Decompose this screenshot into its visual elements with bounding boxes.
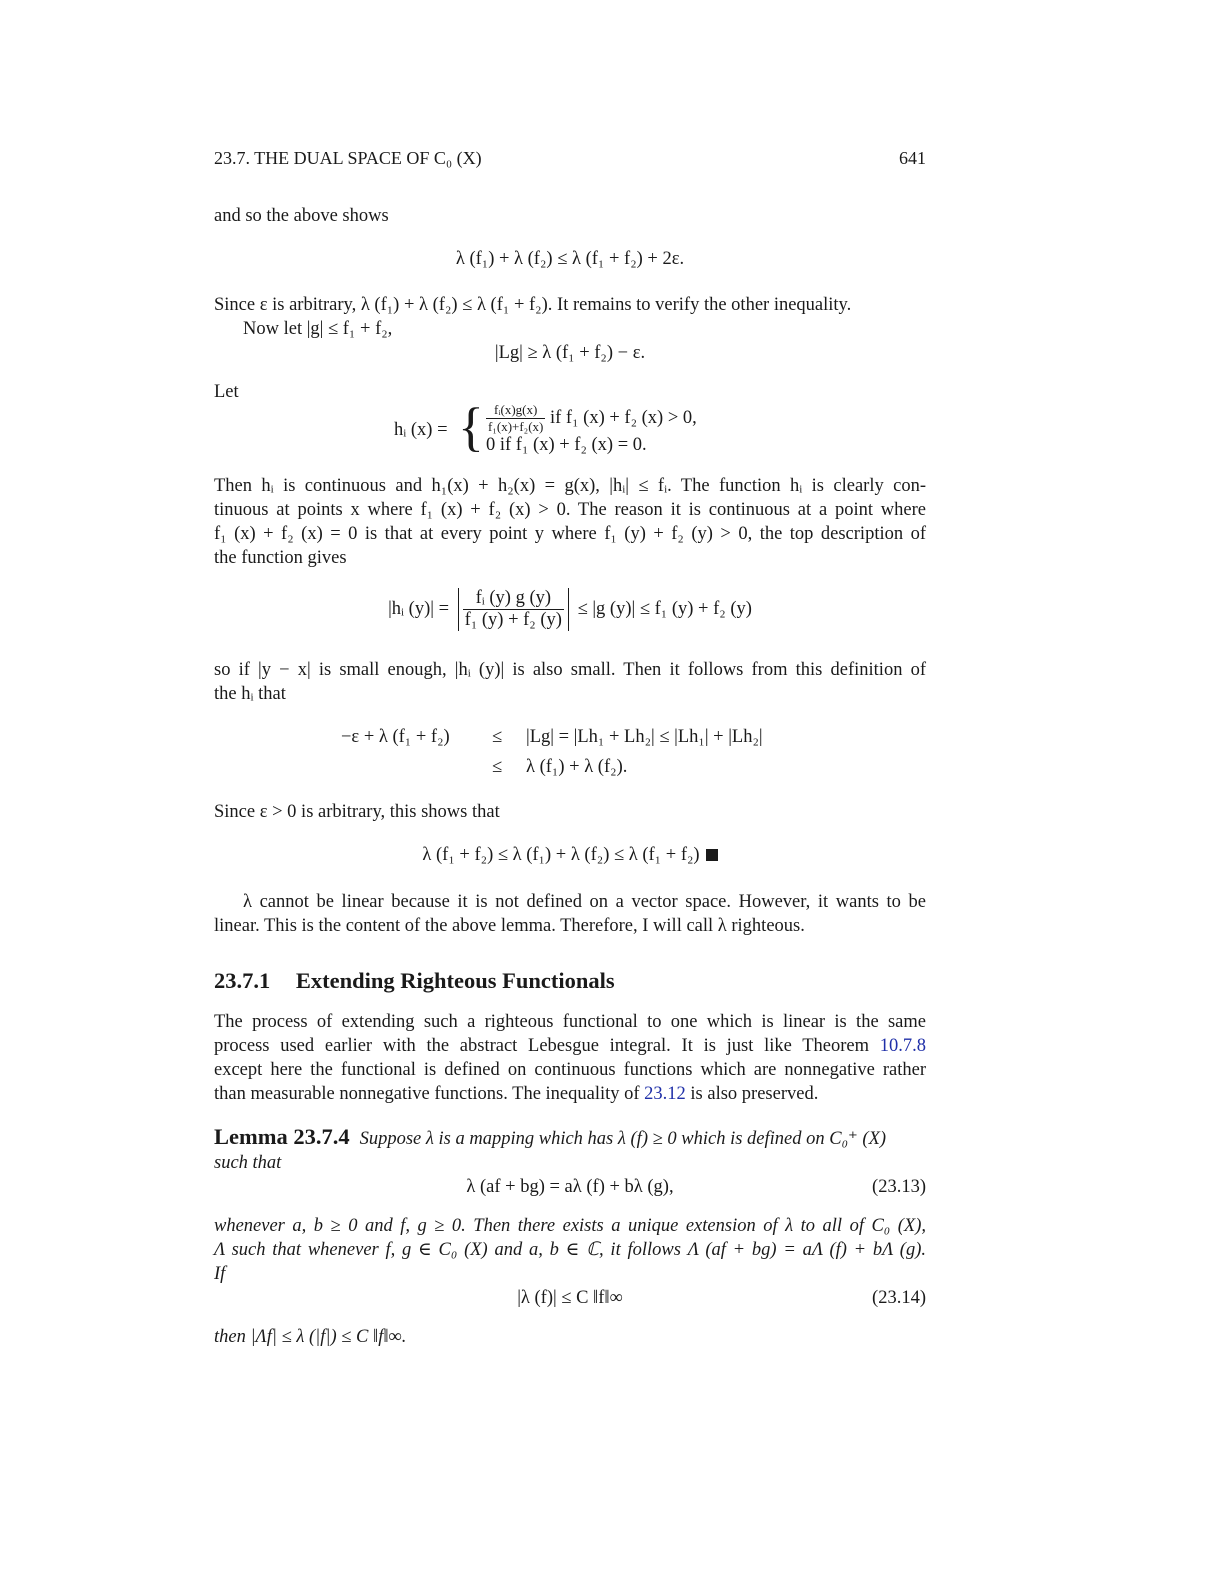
equation-number: (23.13) [872,1177,926,1197]
paragraph-line: linear. This is the content of the above lemma. Therefore, I will call λ righteous. [214,916,805,936]
theorem-reference-link[interactable]: 10.7.8 [879,1036,926,1056]
paragraph-now-let: Now let |g| ≤ f₁ + f₂, [243,319,393,339]
equation-23-14: |λ (f)| ≤ C ‖f‖∞ [517,1288,623,1308]
paragraph-line [214,1082,926,1106]
lemma-label: Lemma 23.7.4 [214,1124,350,1149]
paragraph-line: the hᵢ that [214,684,286,704]
absolute-value-bars [458,588,569,631]
equation-5-body: λ (f₁ + f₂) ≤ λ (f₁) + λ (f₂) ≤ λ (f₁ + f₂) [422,845,700,865]
equation-5 [214,845,926,866]
left-brace: { [458,397,484,457]
lemma-text: Suppose λ is a mapping which has λ (f) ≥ 0 which is defined on C₀⁺ (X) [359,1129,887,1149]
paragraph-line: λ cannot be linear because it is not defined on a vector space. However, it wants to be [243,892,926,912]
equation-4-row-1-rhs: |Lg| = |Lh₁ + Lh₂| ≤ |Lh₁| + |Lh₂| [526,727,763,747]
paragraph-since-positive: Since ε > 0 is arbitrary, this shows that [214,802,500,822]
running-header: 23.7. THE DUAL SPACE OF C₀ (X) [214,148,482,168]
section-heading [214,968,615,994]
paragraph-so-if [214,658,926,706]
equation-4-row-2-relation: ≤ [492,757,503,777]
paragraph-line [214,1034,926,1058]
paragraph-intro: and so the above shows [214,206,389,226]
piecewise-fraction [486,402,545,435]
piecewise-denominator: f₁(x)+f₂(x) [488,419,544,434]
paragraph-line: The process of extending such a righteous functional to one which is linear is the same [214,1012,926,1032]
equation-4-row-2-rhs: λ (f₁) + λ (f₂). [526,757,628,777]
lemma-line: Λ such that whenever f, g ∈ C₀ (X) and a, b ∈ ℂ, it follows Λ (af + bg) = aΛ (f) + bΛ (g). [214,1240,926,1260]
paragraph-righteous [214,890,926,938]
lemma-conclusion: then |Λf| ≤ λ (|f|) ≤ C ‖f‖∞. [214,1327,407,1347]
equation-3-rhs: ≤ |g (y)| ≤ f₁ (y) + f₂ (y) [577,598,752,619]
paragraph-line: the function gives [214,548,347,568]
qed-square-icon [706,849,718,861]
paragraph-line: so if |y − x| is small enough, |hᵢ (y)| is also small. Then it follows from this definition of [214,660,926,680]
paragraph-line: tinuous at points x where f₁ (x) + f₂ (x) > 0. The reason it is continuous at a point where [214,500,926,520]
page-number: 641 [899,148,926,168]
paragraph-line: Then hᵢ is continuous and h₁(x) + h₂(x) = g(x), |hᵢ| ≤ fᵢ. The function hᵢ is clearly con- [214,476,926,496]
page [214,0,926,1584]
equation-3-numerator: fᵢ (y) g (y) [463,588,564,610]
paragraph-text: is also preserved. [690,1084,819,1104]
equation-4-row-1-lhs: −ε + λ (f₁ + f₂) [341,727,450,747]
paragraph-since-arbitrary: Since ε is arbitrary, λ (f₁) + λ (f₂) ≤ λ (f₁ + f₂). It remains to verify the other inequality. [214,295,852,315]
paragraph-process [214,1010,926,1106]
section-number: 23.7.1 [214,968,271,993]
equation-3 [214,588,926,631]
equation-3-lhs: |hᵢ (y)| = [388,598,450,619]
equation-2: |Lg| ≥ λ (f₁ + f₂) − ε. [494,343,646,363]
piecewise-case-2: 0 if f₁ (x) + f₂ (x) = 0. [486,435,647,455]
equation-1: λ (f₁) + λ (f₂) ≤ λ (f₁ + f₂) + 2ε. [455,249,685,269]
lemma-statement-line-1 [214,1124,926,1150]
equation-4-row-1-relation: ≤ [492,727,503,747]
equation-reference-link[interactable]: 23.12 [644,1084,686,1104]
paragraph-continuity [214,474,926,570]
lemma-line: whenever a, b ≥ 0 and f, g ≥ 0. Then there exists a unique extension of λ to all of C₀ (X), [214,1216,926,1236]
lemma-line: If [214,1264,226,1284]
piecewise-case-1-condition: if f₁ (x) + f₂ (x) > 0, [550,407,697,428]
equation-23-13: λ (af + bg) = aλ (f) + bλ (g), [466,1177,674,1197]
section-title: Extending Righteous Functionals [295,968,615,993]
piecewise-case-1 [486,402,697,435]
piecewise-numerator: fᵢ(x)g(x) [486,402,545,419]
equation-number: (23.14) [872,1288,926,1308]
paragraph-text: process used earlier with the abstract Lebesgue integral. It is just like Theorem [214,1036,870,1056]
paragraph-text: than measurable nonnegative functions. The inequality of [214,1084,640,1104]
paragraph-line: except here the functional is defined on continuous functions which are nonnegative rather [214,1060,926,1080]
piecewise-lhs: hᵢ (x) = [394,420,448,440]
paragraph-line: f₁ (x) + f₂ (x) = 0 is that at every point y where f₁ (y) + f₂ (y) > 0, the top description of [214,524,926,544]
paragraph-let: Let [214,382,239,402]
lemma-body [214,1214,926,1286]
lemma-text: such that [214,1153,282,1173]
equation-3-fraction [463,588,564,631]
equation-3-denominator: f₁ (y) + f₂ (y) [464,610,562,630]
